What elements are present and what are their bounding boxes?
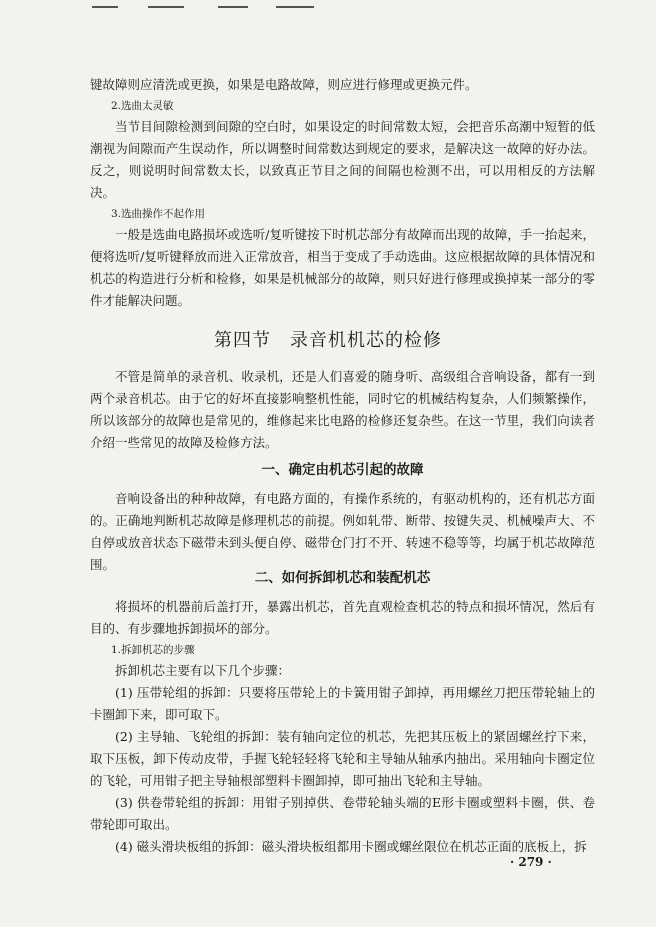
heading-determine-fault: 一、确定由机芯引起的故障	[261, 462, 424, 478]
paragraph-disassemble: 将损坏的机器前后盖打开，暴露出机芯，首先直观检查机芯的特点和损坏情况，然后有目的、有步骤地拆卸损坏的部分。	[90, 599, 595, 636]
scan-top-mark	[218, 6, 248, 8]
list-item-step: (4) 磁头滑块板组的拆卸：磁头滑块板组都用卡圈或螺丝限位在机芯正面的底板上，拆	[115, 839, 587, 854]
block-continued-text	[90, 74, 595, 312]
heading-disassemble: 二、如何拆卸机芯和装配机芯	[254, 570, 431, 586]
block-intro	[90, 366, 595, 454]
subheading-steps: 1.拆卸机芯的步骤	[111, 644, 195, 656]
scan-top-mark	[92, 6, 118, 8]
paragraph-too-sensitive: 当节目间隙检测到间隙的空白时，如果设定的时间常数太短，会把音乐高潮中短暂的低潮视为间隙而产生误动作，所以调整时间常数达到规定的要求，是解决这一故障的好办法。反之，则说明时间常数太长，以致真正节目之间的间隔也检测不出，可以用相反的方法解决。	[90, 119, 595, 200]
section-title: 第四节 录音机机芯的检修	[214, 330, 442, 351]
scan-top-mark	[276, 6, 314, 8]
list-item-step: (1) 压带轮组的拆卸：只要将压带轮上的卡簧用钳子卸掉，再用螺丝刀把压带轮轴上的卡圈卸下来，即可取下。	[90, 685, 595, 722]
list-item-step: (2) 主导轴、飞轮组的拆卸：装有轴向定位的机芯，先把其压板上的紧固螺丝拧下来，取下压板，卸下传动皮带，手握飞轮轻轻将飞轮和主导轴从轴承内抽出。采用轴向卡圈定位的飞轮，可用钳子把主导轴根部塑料卡圈卸掉，即可抽出飞轮和主导轴。	[90, 729, 595, 788]
block-section-2	[90, 566, 595, 858]
subheading-no-effect: 3.选曲操作不起作用	[111, 208, 206, 220]
subheading-too-sensitive: 2.选曲太灵敏	[111, 100, 174, 112]
paragraph-intro: 不管是简单的录音机、收录机，还是人们喜爱的随身听、高级组合音响设备，都有一到两个录音机芯。由于它的好坏直接影响整机性能，同时它的机械结构复杂，人们频繁操作，所以该部分的故障也是常见的，维修起来比电路的检修还复杂些。在这一节里，我们向读者介绍一些常见的故障及检修方法。	[90, 369, 595, 450]
paragraph-determine-fault: 音响设备出的种种故障，有电路方面的，有操作系统的，有驱动机构的，还有机芯方面的。正确地判断机芯故障是修理机芯的前提。例如轧带、断带、按键失灵、机械噪声大、不自停或放音状态下磁带未到头便自停、磁带仓门打不开、转速不稳等等，均属于机芯故障范围。	[90, 491, 595, 572]
paragraph-steps-intro: 拆卸机芯主要有以下几个步骤：	[115, 663, 291, 678]
block-section-1	[90, 458, 595, 576]
scan-top-mark	[148, 6, 184, 8]
page-number: · 279 ·	[510, 855, 552, 869]
paragraph-continued: 键故障则应清洗或更换，如果是电路故障，则应进行修理或更换元件。	[90, 77, 478, 92]
paragraph-no-effect: 一般是选曲电路损坏或选听/复听键按下时机芯部分有故障而出现的故障，手一抬起来，便将选听/复听键释放而进入正常放音，相当于变成了手动选曲。这应根据故障的具体情况和机芯的构造进行分析和检修，如果是机械部分的故障，则只好进行修理或换掉某一部分的零件才能解决问题。	[90, 227, 595, 308]
list-item-step: (3) 供卷带轮组的拆卸：用钳子别掉供、卷带轮轴头端的E形卡圈或塑料卡圈，供、卷带轮即可取出。	[90, 795, 595, 832]
